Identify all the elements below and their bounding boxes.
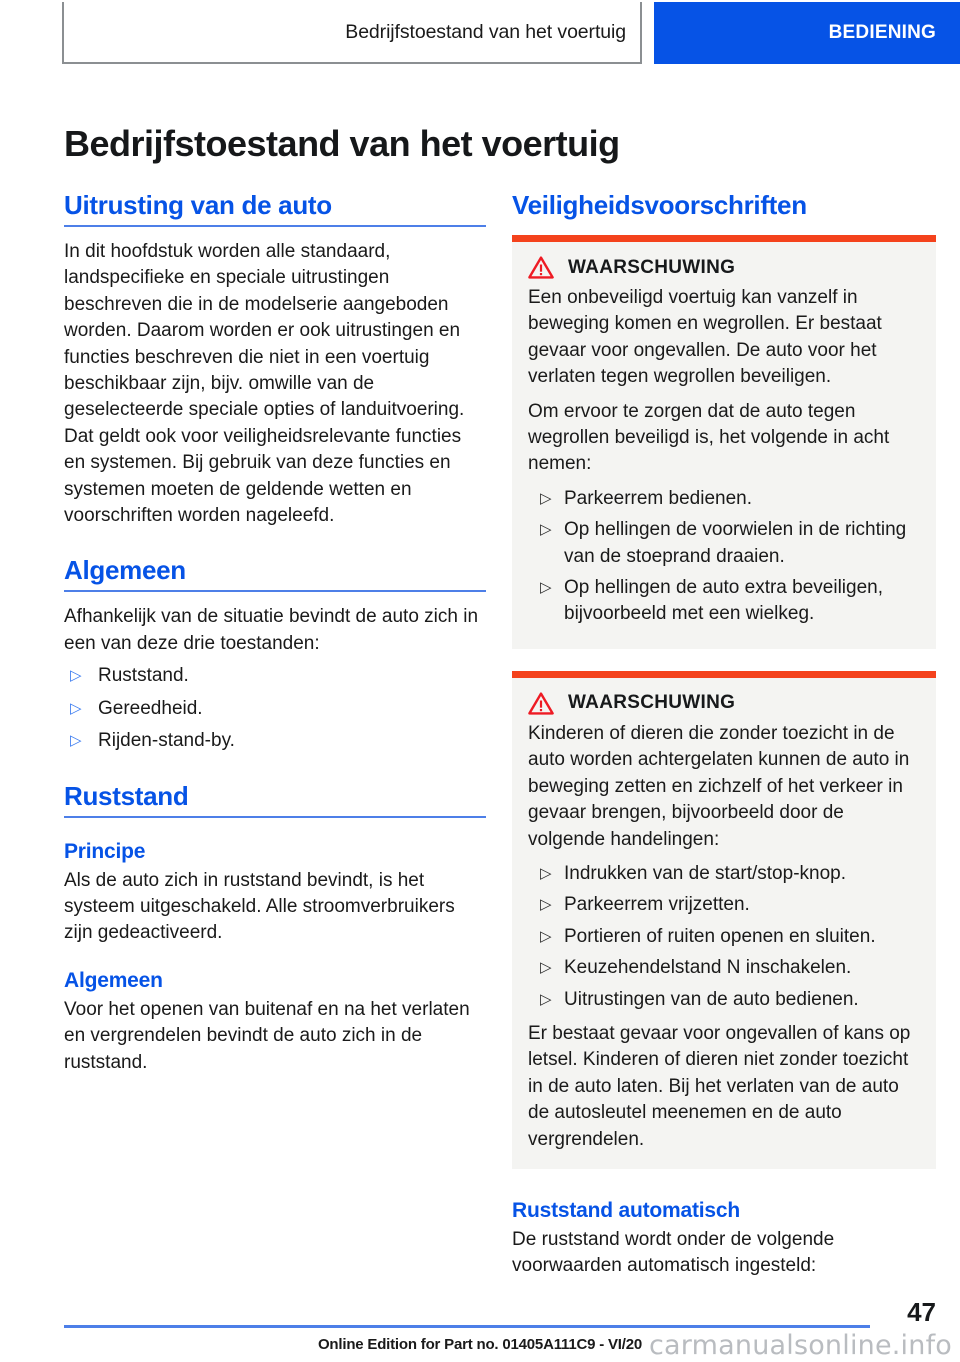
triangle-bullet-icon: ▷ [70, 699, 82, 717]
warning-triangle-icon [528, 256, 554, 279]
warning1-paragraph-2: Om ervoor te zorgen dat de auto tegen wegrollen beveiligd is, het volgende in acht nemen: [528, 400, 890, 475]
page-header [0, 0, 960, 66]
section-heading-uitrusting: Uitrusting van de auto [64, 190, 486, 227]
paragraph-ruststand-automatisch: De ruststand wordt onder de volgende voorwaarden automatisch ingesteld: [512, 1228, 835, 1277]
triangle-bullet-icon: ▷ [540, 521, 552, 539]
list-item-label: Indrukken van de start/stop-knop. [564, 862, 846, 884]
page-title: Bedrijfstoestand van het voertuig [64, 123, 620, 165]
list-item [528, 517, 920, 570]
triangle-bullet-icon: ▷ [540, 896, 552, 914]
paragraph-algemeen: Afhankelijk van de situatie bevindt de auto zich in een van deze drie toestanden: [64, 606, 479, 654]
list-item-label: Parkeerrem vrijzetten. [564, 894, 750, 916]
warning-triangle-icon [528, 692, 554, 715]
list-item [528, 892, 920, 918]
paragraph-principe: Als de auto zich in ruststand bevindt, is het systeem uitgeschakeld. Alle stroomverbruikers zijn gedeactiveerd. [64, 869, 455, 944]
warning-box-2 [512, 671, 936, 1169]
list-item-label: Parkeerrem bedienen. [564, 487, 752, 509]
left-column [64, 190, 486, 1076]
warning2-paragraph-1: Kinderen of dieren die zonder toezicht in de auto worden achtergelaten kunnen de auto in beweging zetten en zichzelf of het verkeer in gevaar brengen, bijvoorbeeld door de volgende handelingen: [528, 722, 910, 850]
header-running-title-tab [62, 2, 642, 64]
header-chapter-tab [654, 2, 960, 64]
list-item [528, 486, 920, 512]
right-column [512, 190, 936, 1280]
triangle-bullet-icon: ▷ [70, 667, 82, 685]
subsection-heading-principe: Principe [64, 839, 146, 863]
triangle-bullet-icon: ▷ [540, 927, 552, 945]
section-heading-algemeen: Algemeen [64, 555, 486, 592]
list-item-label: Op hellingen de auto extra beveiligen, bijvoorbeeld met een wielkeg. [564, 577, 884, 625]
list-item-label: Portieren of ruiten openen en sluiten. [564, 925, 876, 947]
warning-title: WAARSCHUWING [568, 692, 736, 714]
triangle-bullet-icon: ▷ [540, 489, 552, 507]
list-item-label: Gereedheid. [98, 697, 203, 719]
warning-header [528, 256, 920, 279]
section-heading-veiligheidsvoorschriften: Veiligheidsvoorschriften [512, 190, 807, 220]
warning1-list [528, 486, 920, 628]
list-item [528, 955, 920, 981]
subsection-heading-ruststand-automatisch: Ruststand automatisch [512, 1198, 740, 1222]
triangle-bullet-icon: ▷ [70, 732, 82, 750]
list-item [64, 696, 486, 722]
list-item [64, 663, 486, 689]
warning1-paragraph-1: Een onbeveiligd voertuig kan vanzelf in beweging komen en wegrollen. Er bestaat gevaar voor ongevallen. De auto voor het verlaten tegen wegrollen beveiligen. [528, 287, 882, 388]
watermark: carmanualsonline.info [649, 1330, 952, 1361]
list-item [528, 924, 920, 950]
edition-line: Online Edition for Part no. 01405A111C9 - VI/20 [317, 1336, 643, 1353]
triangle-bullet-icon: ▷ [540, 959, 552, 977]
header-running-title: Bedrijfstoestand van het voertuig [345, 20, 626, 43]
header-chapter-label: BEDIENING [828, 22, 936, 43]
paragraph-uitrusting: In dit hoofdstuk worden alle standaard, landspecifieke en speciale uitrustingen beschreven die in de modelserie aangeboden worden. Daarom worden er ook uitrustingen en functies beschreven die niet in een voertuig beschikbaar zijn, bijv. omwille van de geselecteerde speciale opties of landuitvoering. Dat geldt ook voor veiligheidsrelevante functies en systemen. Bij gebruik van deze functies en systemen moeten de geldende wetten en voorschriften worden nageleefd. [64, 241, 465, 527]
list-toestanden [64, 663, 486, 754]
list-item [64, 728, 486, 754]
page-number: 47 [907, 1297, 936, 1327]
warning2-list [528, 861, 920, 1013]
section-heading-ruststand: Ruststand [64, 781, 486, 818]
list-item [528, 575, 920, 628]
footer-rule [64, 1325, 870, 1328]
list-item [528, 987, 920, 1013]
triangle-bullet-icon: ▷ [540, 579, 552, 597]
list-item-label: Rijden-stand-by. [98, 730, 235, 752]
warning-header [528, 692, 920, 715]
triangle-bullet-icon: ▷ [540, 990, 552, 1008]
list-item-label: Ruststand. [98, 665, 189, 687]
subsection-heading-algemeen-rust: Algemeen [64, 968, 163, 992]
warning2-paragraph-2: Er bestaat gevaar voor ongevallen of kans op letsel. Kinderen of dieren niet zonder toezicht in de auto laten. Bij het verlaten van de auto de autosleutel meenemen en de auto vergrendelen. [528, 1022, 911, 1150]
list-item-label: Keuzehendelstand N inschakelen. [564, 957, 852, 979]
triangle-bullet-icon: ▷ [540, 864, 552, 882]
warning-title: WAARSCHUWING [568, 256, 736, 278]
paragraph-algemeen-rust: Voor het openen van buitenaf en na het verlaten en vergrendelen bevindt de auto zich in de ruststand. [64, 998, 470, 1073]
list-item-label: Op hellingen de voorwielen in de richting van de stoeprand draaien. [564, 519, 907, 567]
warning-box-1 [512, 235, 936, 649]
list-item-label: Uitrustingen van de auto bedienen. [564, 988, 859, 1010]
list-item [528, 861, 920, 887]
